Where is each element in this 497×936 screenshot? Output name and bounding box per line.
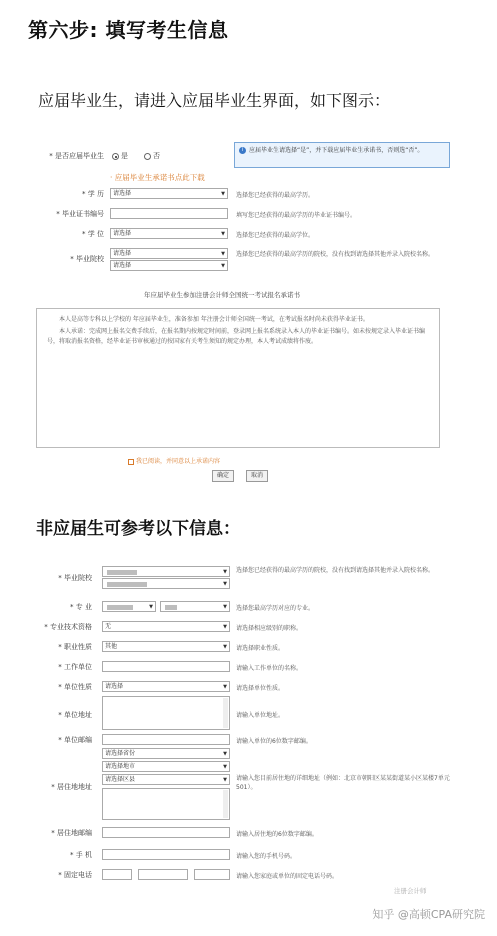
agree-checkbox-row[interactable] xyxy=(128,456,220,465)
agree-checkbox[interactable] xyxy=(128,459,134,465)
xuewei-select-value: 请选择 xyxy=(113,230,132,237)
radio-yes-label: 是 xyxy=(121,152,128,160)
xueli-hint: 选择您已经获得的最高学历。 xyxy=(236,192,315,199)
chevron-down-icon: ▼ xyxy=(223,581,227,587)
district-select[interactable] xyxy=(102,774,230,785)
phone-area-input[interactable] xyxy=(102,869,132,880)
label-xuewei: * 学 位 xyxy=(82,230,104,238)
job-select-value: 其他 xyxy=(105,643,118,650)
xueli-select[interactable] xyxy=(110,188,228,199)
major-category-select[interactable] xyxy=(102,601,156,612)
label-major: * 专 业 xyxy=(70,603,92,611)
watermark: 知乎 @高顿CPA研究院 xyxy=(372,908,485,921)
home-addr-textarea[interactable] xyxy=(102,788,230,820)
mobile-input[interactable] xyxy=(102,849,230,860)
agreement-box xyxy=(36,308,440,448)
cert-no-hint: 填写您已经获得的最高学历的毕业证书编号。 xyxy=(236,212,357,219)
chevron-down-icon: ▼ xyxy=(223,684,227,690)
job-select[interactable] xyxy=(102,641,230,652)
province-select-value: 请选择省份 xyxy=(105,750,136,757)
cancel-button[interactable]: 取消 xyxy=(246,470,268,482)
unit-post-hint: 请输入单位的6位数字邮编。 xyxy=(236,738,312,745)
scrollbar[interactable] xyxy=(223,790,228,818)
radio-no-label: 否 xyxy=(153,152,160,160)
label-phone: * 固定电话 xyxy=(58,871,92,879)
school-hint: 选择您已经获得的最高学历的院校，没有找到请选择其他并录入院校名称。 xyxy=(236,251,435,258)
school2-province-select[interactable] xyxy=(102,566,230,577)
radio-yes[interactable] xyxy=(112,153,119,160)
school-name-value: 请选择 xyxy=(113,262,132,269)
non-graduate-form xyxy=(26,556,480,886)
label-is-graduate: * 是否应届毕业生 xyxy=(49,152,104,160)
school2-name-select[interactable] xyxy=(102,578,230,589)
home-post-hint: 请输入居住地的6位数字邮编。 xyxy=(236,831,318,838)
city-select[interactable] xyxy=(102,761,230,772)
chevron-down-icon: ▼ xyxy=(221,251,225,257)
label-job: * 职业性质 xyxy=(58,643,92,651)
chevron-down-icon: ▼ xyxy=(221,231,225,237)
info-icon: i xyxy=(239,147,246,154)
label-school2: * 毕业院校 xyxy=(58,574,92,582)
unit-post-input[interactable] xyxy=(102,734,230,745)
tech-hint: 请选择相应级别的职称。 xyxy=(236,625,303,632)
phone-number-input[interactable] xyxy=(138,869,188,880)
major-name-select[interactable] xyxy=(160,601,230,612)
chevron-down-icon: ▼ xyxy=(223,751,227,757)
work-unit-input[interactable] xyxy=(102,661,230,672)
download-commitment-link[interactable]: · 应届毕业生承诺书点此下载 xyxy=(110,173,205,182)
school-province-value: 请选择 xyxy=(113,250,132,257)
agreement-paragraph-1: 本人是高等专科以上学校的 年应届毕业生，准备参加 年注册会计师全国统一考试，在考试报名时尚未获得毕业证书。 xyxy=(59,316,369,323)
chevron-down-icon: ▼ xyxy=(223,777,227,783)
chevron-down-icon: ▼ xyxy=(223,624,227,630)
label-cert-no: * 毕业证书编号 xyxy=(56,210,104,218)
info-notice xyxy=(234,142,450,168)
job-hint: 请选择职业性质。 xyxy=(236,645,285,652)
watermark-secondary: 注册会计师 xyxy=(394,887,427,895)
city-select-value: 请选择地市 xyxy=(105,763,136,770)
chevron-down-icon: ▼ xyxy=(149,604,153,610)
chevron-down-icon: ▼ xyxy=(223,764,227,770)
label-unit-type: * 单位性质 xyxy=(58,683,92,691)
xuewei-hint: 选择您已经获得的最高学位。 xyxy=(236,232,315,239)
label-home-post: * 居住地邮编 xyxy=(51,829,92,837)
tech-select[interactable] xyxy=(102,621,230,632)
label-school: * 毕业院校 xyxy=(70,255,104,263)
xueli-select-value: 请选择 xyxy=(113,190,132,197)
label-work-unit: * 工作单位 xyxy=(58,663,92,671)
mobile-hint: 请输入您的手机号码。 xyxy=(236,853,297,860)
page-heading: 第六步: 填写考生信息 xyxy=(28,18,229,42)
phone-hint: 请输入您家庭或单位的固定电话号码。 xyxy=(236,873,339,880)
label-unit-addr: * 单位地址 xyxy=(58,711,92,719)
blurred-value xyxy=(165,605,177,610)
chevron-down-icon: ▼ xyxy=(223,644,227,650)
chevron-down-icon: ▼ xyxy=(223,569,227,575)
chevron-down-icon: ▼ xyxy=(221,263,225,269)
agree-text: 我已阅读，并同意以上承诺内容 xyxy=(136,458,221,465)
label-home-addr: * 居住地地址 xyxy=(51,783,92,791)
major-hint: 选择您最高学历对应的专业。 xyxy=(236,605,315,612)
label-mobile: * 手 机 xyxy=(70,851,92,859)
label-tech: * 专业技术资格 xyxy=(44,623,92,631)
blurred-value xyxy=(107,582,147,587)
chevron-down-icon: ▼ xyxy=(221,191,225,197)
label-unit-post: * 单位邮编 xyxy=(58,736,92,744)
home-addr-hint: 请输入您目前居住地的详细地址（例如：北京市朝阳区某某街道某小区某楼7单元501）。 xyxy=(236,775,450,791)
submit-button[interactable]: 确定 xyxy=(212,470,234,482)
phone-ext-input[interactable] xyxy=(194,869,230,880)
xuewei-select[interactable] xyxy=(110,228,228,239)
unit-addr-hint: 请输入单位地址。 xyxy=(236,712,285,719)
work-unit-hint: 请输入工作单位的名称。 xyxy=(236,665,303,672)
cert-no-input[interactable] xyxy=(110,208,228,219)
school-name-select[interactable] xyxy=(110,260,228,271)
graduate-form xyxy=(24,140,480,490)
school-province-select[interactable] xyxy=(110,248,228,259)
unit-type-hint: 请选择单位性质。 xyxy=(236,685,285,692)
unit-type-select[interactable] xyxy=(102,681,230,692)
info-text: 应届毕业生请选择“是”，并下载应届毕业生承诺书，否则选“否”。 xyxy=(249,147,424,154)
home-post-input[interactable] xyxy=(102,827,230,838)
radio-no[interactable] xyxy=(144,153,151,160)
district-select-value: 请选择区县 xyxy=(105,776,136,783)
scrollbar[interactable] xyxy=(223,698,228,728)
blurred-value xyxy=(107,605,133,610)
tech-select-value: 无 xyxy=(105,623,112,630)
label-xueli: * 学 历 xyxy=(82,190,104,198)
intro-text: 应届毕业生，请进入应届毕业生界面，如下图示： xyxy=(38,91,391,110)
chevron-down-icon: ▼ xyxy=(223,604,227,610)
blurred-value xyxy=(107,570,137,575)
school2-hint: 选择您已经获得的最高学历的院校，没有找到请选择其他并录入院校名称。 xyxy=(236,567,435,574)
section-title-nongraduate: 非应届生可参考以下信息： xyxy=(36,519,240,539)
unit-type-select-value: 请选择 xyxy=(105,683,124,690)
unit-addr-textarea[interactable] xyxy=(102,696,230,730)
agreement-title: 年应届毕业生参加注册会计师全国统一考试报名承诺书 xyxy=(144,291,300,299)
province-select[interactable] xyxy=(102,748,230,759)
agreement-paragraph-2: 本人承诺：完成网上报名交费手续后，在报名期内按规定时间前，登录网上报名系统录入本人的毕业证书编号。如未按规定录入毕业证书编号，将取消报名资格，经毕业证书审核通过的按国家有关考生须知的规定办理，本人考试成绩将作废。 xyxy=(47,328,426,345)
